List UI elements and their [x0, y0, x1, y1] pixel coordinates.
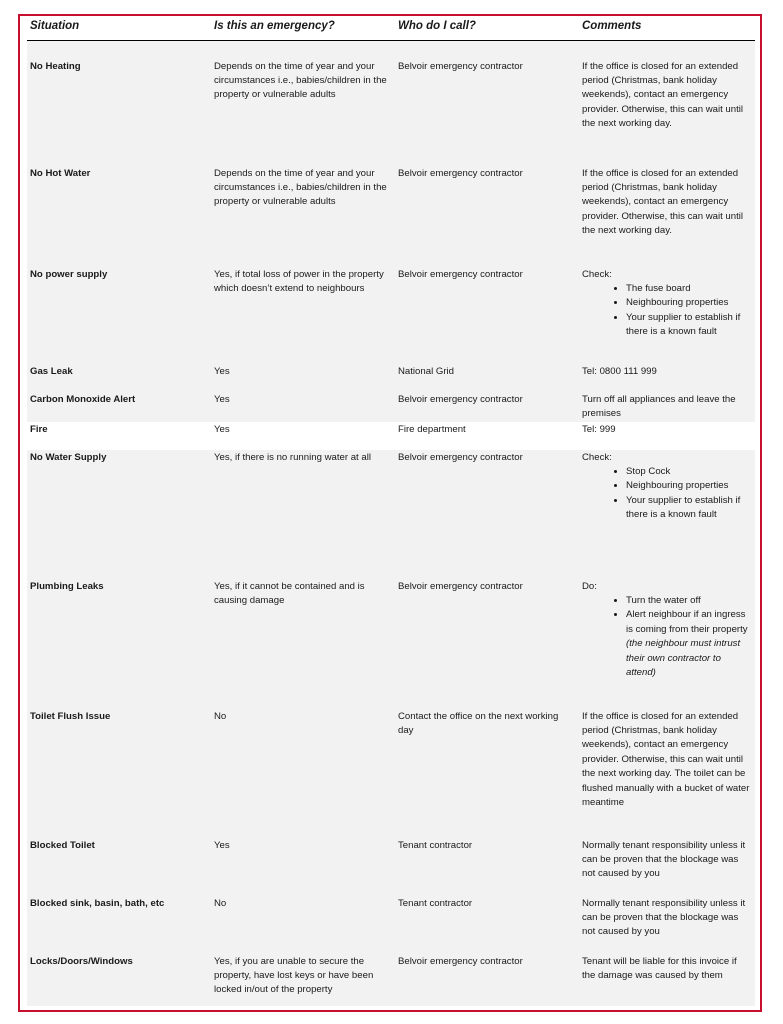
who-cell: National Grid: [395, 364, 579, 392]
who-cell: Tenant contractor: [395, 896, 579, 954]
list-item: • Neighbouring properties: [626, 296, 752, 310]
list-item: • Your supplier to establish if there is a known fault: [626, 311, 752, 340]
comments-cell: [579, 267, 755, 364]
situation-cell: Blocked Toilet: [27, 838, 211, 896]
comments-cell: Turn off all appliances and leave the premises: [579, 392, 755, 422]
document-frame: [18, 14, 762, 1012]
situation-cell: No power supply: [27, 267, 211, 364]
comments-cell: If the office is closed for an extended period (Christmas, bank holiday weekends), contact an emergency provider. Otherwise, this can wait until the next working day.: [579, 59, 755, 166]
comments-intro: Check:: [582, 268, 612, 280]
emergency-cell: Depends on the time of year and your circumstances i.e., babies/children in the property or vulnerable adults: [211, 166, 395, 267]
who-cell: Belvoir emergency contractor: [395, 450, 579, 579]
comments-intro: Do:: [582, 580, 597, 592]
table-header-row: [27, 18, 755, 41]
header-comments: Comments: [579, 18, 755, 41]
header-who: Who do I call?: [395, 18, 579, 41]
list-item-text: Alert neighbour if an ingress is coming from their property: [626, 609, 748, 635]
situation-cell: No Water Supply: [27, 450, 211, 579]
list-item: • Your supplier to establish if there is a known fault: [626, 494, 752, 523]
emergency-cell: Yes: [211, 392, 395, 422]
comments-cell: [579, 579, 755, 709]
table-row: [27, 954, 755, 1006]
table-row: [27, 166, 755, 267]
table-row: [27, 392, 755, 422]
comments-cell: Normally tenant responsibility unless it can be proven that the blockage was not caused by you: [579, 838, 755, 896]
who-cell: Belvoir emergency contractor: [395, 579, 579, 709]
who-cell: Belvoir emergency contractor: [395, 267, 579, 364]
list-item: • Stop Cock: [626, 465, 752, 479]
emergency-cell: Yes, if it cannot be contained and is causing damage: [211, 579, 395, 709]
situation-cell: Blocked sink, basin, bath, etc: [27, 896, 211, 954]
situation-cell: Toilet Flush Issue: [27, 709, 211, 838]
table-row: [27, 422, 755, 450]
who-cell: Tenant contractor: [395, 838, 579, 896]
comments-cell: [579, 450, 755, 579]
comments-cell: If the office is closed for an extended period (Christmas, bank holiday weekends), contact an emergency provider. Otherwise, this can wait until the next working day.: [579, 166, 755, 267]
situation-cell: No Heating: [27, 59, 211, 166]
comments-list: [582, 594, 752, 680]
emergency-cell: Yes, if you are unable to secure the property, have lost keys or have been locked in/out of the property: [211, 954, 395, 1006]
situation-cell: Fire: [30, 423, 48, 435]
list-item: [626, 608, 752, 680]
emergency-cell: No: [211, 709, 395, 838]
header-emergency: Is this an emergency?: [211, 18, 395, 41]
who-cell: Fire department: [398, 423, 466, 435]
who-cell: Belvoir emergency contractor: [395, 392, 579, 422]
list-item: • Turn the water off: [626, 594, 752, 608]
comments-cell: Tenant will be liable for this invoice if the damage was caused by them: [579, 954, 755, 1006]
emergency-cell: Yes, if there is no running water at all: [211, 450, 395, 579]
who-cell: Contact the office on the next working day: [395, 709, 579, 838]
header-situation: Situation: [27, 18, 211, 41]
comments-cell: Tel: 0800 111 999: [579, 364, 755, 392]
table-row: [27, 267, 755, 364]
list-item: • Neighbouring properties: [626, 479, 752, 493]
table-row: [27, 450, 755, 579]
emergency-cell: No: [211, 896, 395, 954]
emergency-cell: Depends on the time of year and your circumstances i.e., babies/children in the property or vulnerable adults: [211, 59, 395, 166]
comments-cell: Normally tenant responsibility unless it can be proven that the blockage was not caused by you: [579, 896, 755, 954]
emergency-cell: Yes, if total loss of power in the property which doesn’t extend to neighbours: [211, 267, 395, 364]
emergency-cell: Yes: [214, 423, 230, 435]
emergency-cell: Yes: [211, 364, 395, 392]
comments-cell: Tel: 999: [582, 423, 616, 435]
table-row: [27, 838, 755, 896]
list-item-note: (the neighbour must intrust their own contractor to attend): [626, 638, 741, 678]
who-cell: Belvoir emergency contractor: [395, 954, 579, 1006]
table-row: [27, 579, 755, 709]
who-cell: Belvoir emergency contractor: [395, 166, 579, 267]
who-cell: Belvoir emergency contractor: [395, 59, 579, 166]
situation-cell: Carbon Monoxide Alert: [27, 392, 211, 422]
table-row: [27, 896, 755, 954]
comments-cell: If the office is closed for an extended period (Christmas, bank holiday weekends), contact an emergency provider. Otherwise, this can wait until the next working day. The toilet can be flushed manually with a bucket of water meantime: [579, 709, 755, 838]
table-row: [27, 364, 755, 392]
comments-list: [582, 465, 752, 523]
emergency-table: [27, 18, 755, 1006]
situation-cell: Locks/Doors/Windows: [27, 954, 211, 1006]
situation-cell: No Hot Water: [27, 166, 211, 267]
comments-list: [582, 282, 752, 340]
table-row: [27, 59, 755, 166]
situation-cell: Plumbing Leaks: [27, 579, 211, 709]
list-item: • The fuse board: [626, 282, 752, 296]
situation-cell: Gas Leak: [27, 364, 211, 392]
table-row: [27, 709, 755, 838]
emergency-cell: Yes: [211, 838, 395, 896]
comments-intro: Check:: [582, 451, 612, 463]
spacer-row: [27, 41, 755, 59]
